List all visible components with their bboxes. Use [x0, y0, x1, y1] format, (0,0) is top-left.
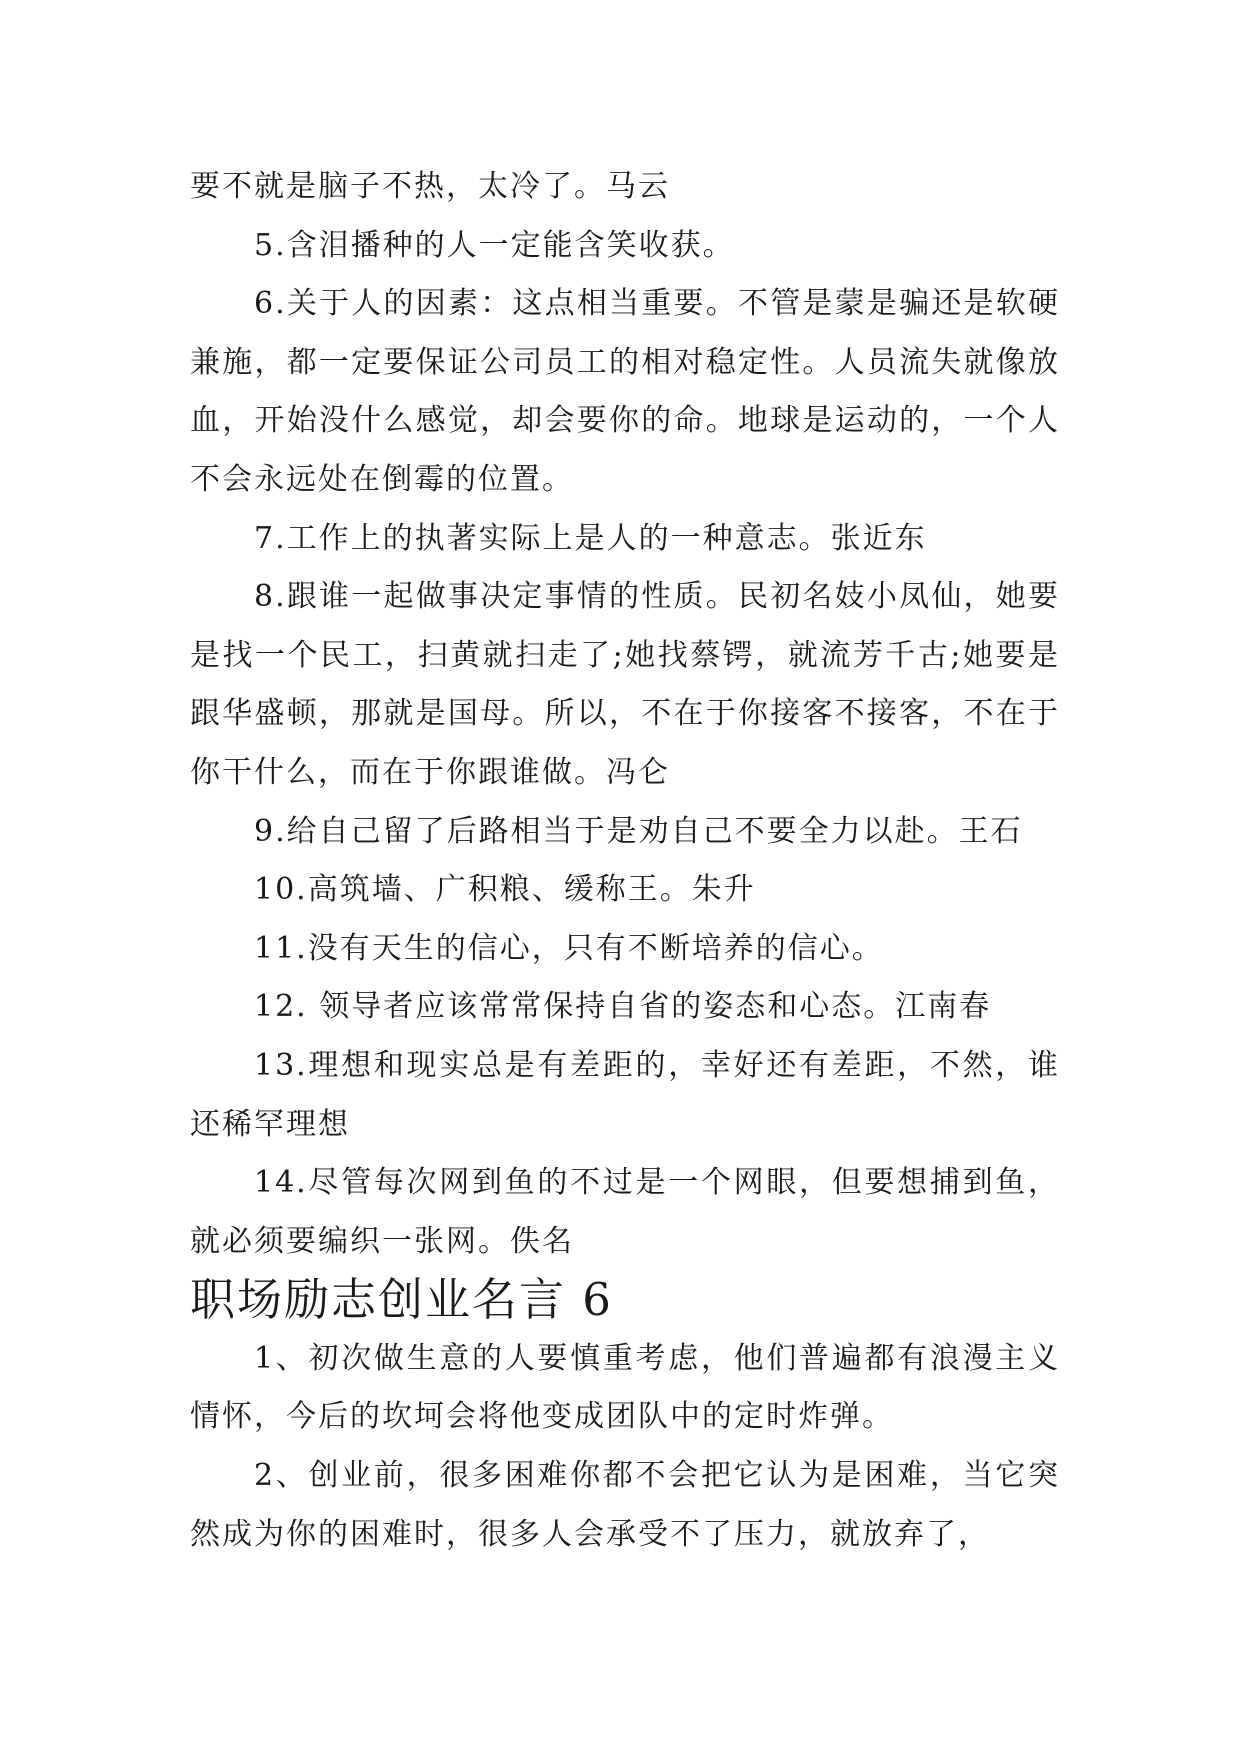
section-quote-item-2: 2、创业前，很多困难你都不会把它认为是困难，当它突然成为你的困难时，很多人会承受不了压力，就放弃了， [190, 1458, 1060, 1552]
quote-item-7: 7.工作上的执著实际上是人的一种意志。张近东 [254, 520, 927, 556]
quote-item-5: 5.含泪播种的人一定能含笑收获。 [254, 227, 735, 263]
section-title: 职场励志创业名言 6 [190, 1273, 613, 1327]
quote-item-14: 14.尽管每次网到鱼的不过是一个网眼，但要想捕到鱼，就必须要编织一张网。佚名 [190, 1165, 1060, 1259]
quote-item-13: 13.理想和现实总是有差距的，幸好还有差距，不然，谁还稀罕理想 [190, 1047, 1060, 1142]
quote-item-11: 11.没有天生的信心，只有不断培养的信心。 [254, 930, 884, 966]
quote-item-10: 10.高筑墙、广积粮、缓称王。朱升 [254, 872, 756, 908]
quote-item-9: 9.给自己留了后路相当于是劝自己不要全力以赴。王石 [254, 813, 1023, 849]
section-quote-item-1: 1、初次做生意的人要慎重考虑，他们普遍都有浪漫主义情怀，今后的坎坷会将他变成团队中的定时炸弹。 [190, 1340, 1060, 1435]
document-body [190, 158, 1060, 1564]
quote-item-12: 12. 领导者应该常常保持自省的姿态和心态。江南春 [254, 989, 992, 1025]
quote-item-8: 8.跟谁一起做事决定事情的性质。民初名妓小凤仙，她要是找一个民工，扫黄就扫走了;她找蔡锷，就流芳千古;她要是跟华盛顿，那就是国母。所以，不在于你接客不接客，不在于你干什么，而在于你跟谁做。冯仑 [190, 579, 1060, 790]
paragraph-continuation: 要不就是脑子不热，太冷了。马云 [190, 169, 670, 204]
quote-item-6: 6.关于人的因素：这点相当重要。不管是蒙是骗还是软硬兼施，都一定要保证公司员工的相对稳定性。人员流失就像放血，开始没什么感觉，却会要你的命。地球是运动的，一个人不会永远处在倒霉的位置。 [190, 286, 1060, 497]
